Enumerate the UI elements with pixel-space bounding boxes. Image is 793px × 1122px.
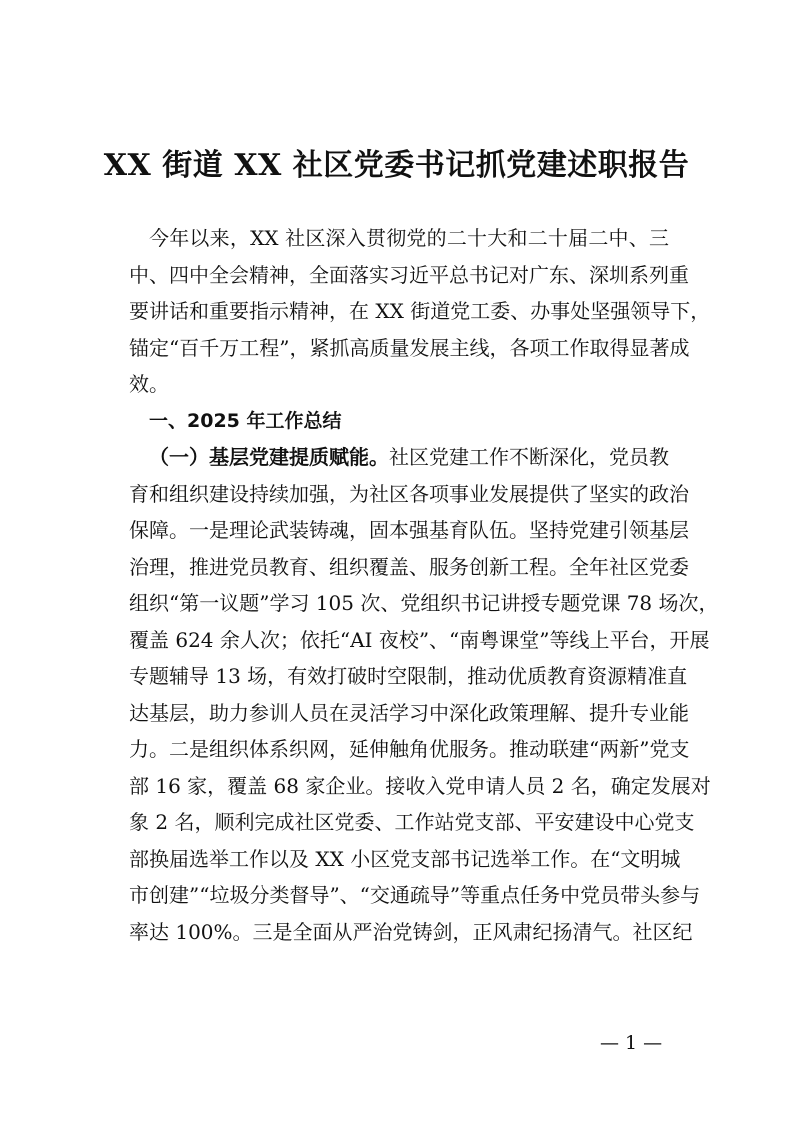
page-number: — 1 — <box>600 1032 663 1054</box>
paragraph-line: 覆盖 624 余人次；依托“AI 夜校”、“南粤课堂”等线上平台，开展 <box>129 627 710 652</box>
paragraph-line: 象 2 名，顺利完成社区党委、工作站党支部、平安建设中心党支 <box>129 810 695 834</box>
paragraph-line: 今年以来，XX 社区深入贯彻党的二十大和二十届二中、三 <box>149 226 669 250</box>
paragraph-line: 锚定“百千万工程”，紧抓高质量发展主线，各项工作取得显著成 <box>129 335 690 360</box>
paragraph-line-text: 社区党建工作不断深化，党员教 <box>389 445 669 469</box>
paragraph-line: 达基层，助力参训人员在灵活学习中深化政策理解、提升专业能 <box>129 700 689 725</box>
paragraph-line: 部换届选举工作以及 XX 小区党支部书记选举工作。在“文明城 <box>129 846 681 871</box>
paragraph-line: 要讲话和重要指示精神，在 XX 街道党工委、办事处坚强领导下， <box>129 299 711 323</box>
section-heading: 一、2025 年工作总结 <box>149 409 342 432</box>
paragraph-line: 组织“第一议题”学习 105 次、党组织书记讲授专题党课 78 场次， <box>129 591 719 615</box>
paragraph-line: 市创建”“垃圾分类督导”、“交通疏导”等重点任务中党员带头参与 <box>129 883 701 907</box>
subsection-heading: （一）基层党建提质赋能。 <box>149 445 389 469</box>
document-title: XX 街道 XX 社区党委书记抓党建述职报告 <box>103 148 690 183</box>
paragraph-line <box>129 439 669 476</box>
paragraph-line: 育和组织建设持续加强，为社区各项事业发展提供了坚实的政治 <box>129 481 689 506</box>
paragraph-line: 部 16 家，覆盖 68 家企业。接收入党申请人员 2 名，确定发展对 <box>129 773 711 798</box>
paragraph-line: 保障。一是理论武装铸魂，固本强基育队伍。坚持党建引领基层 <box>129 518 689 542</box>
paragraph-line: 率达 100%。三是全面从严治党铸剑，正风肃纪扬清气。社区纪 <box>129 919 693 944</box>
document-body <box>129 220 719 950</box>
paragraph-line: 中、四中全会精神，全面落实习近平总书记对广东、深圳系列重 <box>129 262 689 287</box>
paragraph-line: 效。 <box>129 372 169 396</box>
paragraph-line: 专题辅导 13 场，有效打破时空限制，推动优质教育资源精准直 <box>129 664 688 688</box>
paragraph-line: 治理，推进党员教育、组织覆盖、服务创新工程。全年社区党委 <box>129 554 689 579</box>
paragraph-line: 力。二是组织体系织网，延伸触角优服务。推动联建“两新”党支 <box>129 737 690 761</box>
